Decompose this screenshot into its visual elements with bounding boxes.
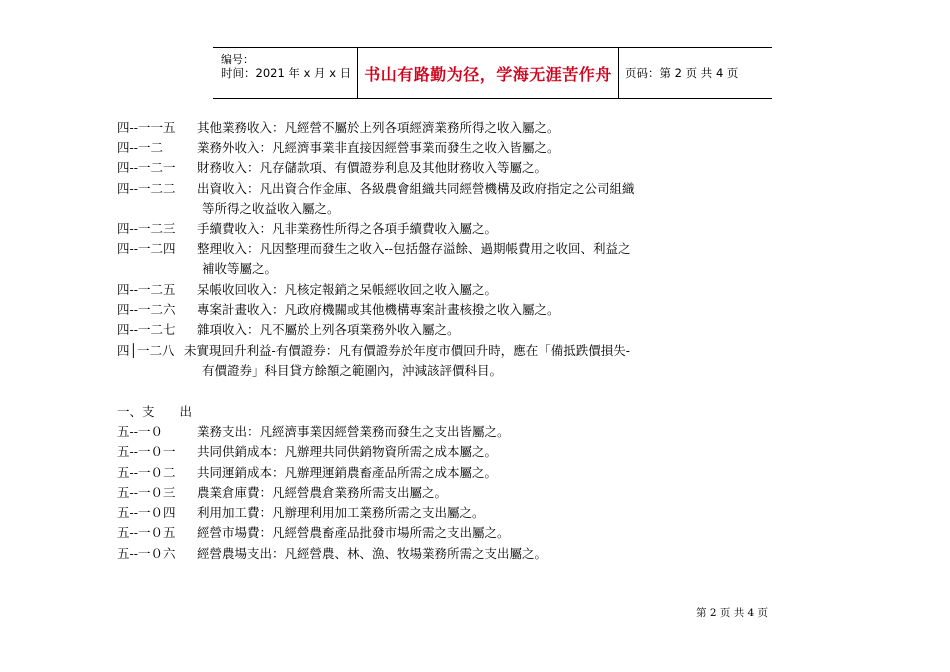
item-code: 四--一二	[117, 140, 163, 155]
item-text: 整理收入：凡因整理而發生之收入--包括盤存溢餘、過期帳費用之收回、利益之	[197, 241, 631, 256]
list-item-continuation: 補收等屬之。	[202, 261, 278, 276]
list-item	[117, 485, 447, 501]
item-text: 雜項收入：凡不屬於上列各項業務外收入屬之。	[197, 322, 460, 337]
item-code: 四--一二六	[117, 302, 176, 317]
item-text: 經營農場支出：凡經營農、林、漁、牧場業務所需之支出屬之。	[197, 546, 548, 561]
list-item-continuation: 有價證券」科目貸方餘額之範圍內，沖減該評價科目。	[202, 363, 503, 378]
item-text: 經營市場費：凡經營農畜產品批發市場所需之支出屬之。	[197, 525, 510, 540]
document-number-label: 编号：	[221, 53, 254, 66]
item-code: 四--一二一	[117, 160, 176, 175]
list-item	[117, 181, 635, 197]
item-text: 業務外收入：凡經濟事業非直接因經營事業而發生之收入皆屬之。	[197, 140, 560, 155]
item-code: 五--一０一	[117, 444, 176, 459]
list-item	[117, 120, 560, 136]
item-text: 財務收入：凡存儲款項、有價證券利息及其他財務收入等屬之。	[197, 160, 548, 175]
item-code: 四--一二三	[117, 221, 176, 236]
list-item	[117, 322, 460, 338]
item-code: 五--一０五	[117, 525, 176, 540]
item-code: 五--一０三	[117, 485, 176, 500]
item-code: 四--一一五	[117, 120, 176, 135]
header-motto-cell	[357, 48, 619, 98]
item-text: 農業倉庫費：凡經營農倉業務所需支出屬之。	[197, 485, 448, 500]
item-code: 四--一二二	[117, 181, 176, 196]
item-text: 業務支出：凡經濟事業因經營業務而發生之支出皆屬之。	[197, 424, 510, 439]
header-page-number: 页码：第 2 页 共 4 页	[625, 66, 739, 80]
item-text: 呆帳收回收入：凡核定報銷之呆帳經收回之收入屬之。	[197, 282, 498, 297]
list-item	[117, 160, 547, 176]
item-text: 未實現回升利益-有價證券：凡有價證券於年度市價回升時，應在「備抵跌價損失-	[184, 343, 630, 358]
item-code: 五--一０六	[117, 546, 176, 561]
list-item	[117, 465, 497, 481]
list-item	[117, 241, 630, 257]
list-item	[117, 140, 560, 156]
item-code: 四│一二八	[117, 343, 175, 358]
item-text: 其他業務收入：凡經營不屬於上列各項經濟業務所得之收入屬之。	[197, 120, 560, 135]
list-item-continuation: 等所得之收益收入屬之。	[202, 201, 340, 216]
list-item	[117, 343, 630, 359]
header-meta-cell	[213, 48, 357, 98]
page-header	[213, 47, 772, 99]
header-motto: 书山有路勤为径，学海无涯苦作舟	[364, 64, 612, 84]
list-item	[117, 444, 497, 460]
section-heading: 一、支 出	[117, 404, 193, 419]
item-code: 四--一二七	[117, 322, 176, 337]
list-item	[117, 505, 485, 521]
item-code: 四--一二五	[117, 282, 176, 297]
item-code: 五--一０四	[117, 505, 176, 520]
list-item	[117, 546, 547, 562]
list-item	[117, 525, 510, 541]
item-text: 利用加工費：凡辦理利用加工業務所需之支出屬之。	[197, 505, 485, 520]
item-code: 五--一０二	[117, 465, 176, 480]
list-item	[117, 282, 497, 298]
item-text: 手續費收入：凡非業務性所得之各項手續費收入屬之。	[197, 221, 498, 236]
header-page-cell	[619, 48, 772, 98]
list-item	[117, 302, 560, 318]
page-footer: 第 2 页 共 4 页	[696, 607, 769, 619]
list-item	[117, 424, 510, 440]
item-text: 共同供銷成本：凡辦理共同供銷物資所需之成本屬之。	[197, 444, 498, 459]
item-code: 五--一０	[117, 424, 163, 439]
item-code: 四--一二四	[117, 241, 176, 256]
item-text: 專案計畫收入：凡政府機關或其他機構專案計畫核撥之收入屬之。	[197, 302, 560, 317]
document-time-label: 时间：2021 年 x 月 x 日	[221, 66, 352, 80]
item-text: 共同運銷成本：凡辦理運銷農畜產品所需之成本屬之。	[197, 465, 498, 480]
item-text: 出資收入：凡出資合作金庫、各級農會組織共同經營機構及政府指定之公司組織	[197, 181, 635, 196]
list-item	[117, 221, 497, 237]
